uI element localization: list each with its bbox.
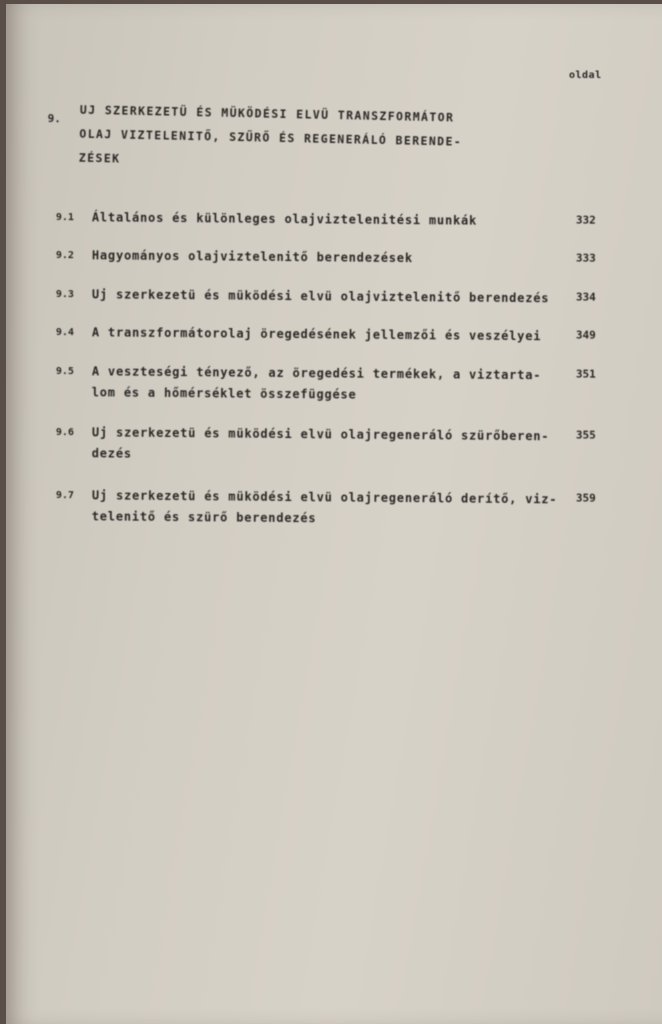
- entry-number: 9.3: [55, 288, 75, 301]
- chapter-number: 9.: [47, 111, 62, 126]
- toc-entry: [55, 322, 616, 344]
- entry-title: Uj szerkezetü és müködési elvü olajviztelenitő berendezés: [91, 287, 550, 306]
- entry-page-number: 355: [575, 428, 596, 442]
- entry-page-number: 349: [575, 328, 596, 342]
- document-page: [6, 4, 662, 1024]
- entry-number: 9.6: [55, 426, 75, 439]
- entry-number: 9.7: [55, 489, 75, 502]
- chapter-heading: [47, 102, 548, 166]
- toc-entry: [55, 485, 616, 526]
- toc-entry: [55, 361, 616, 402]
- page-column-label: oldal: [569, 70, 602, 81]
- entry-title: Hagyományos olajviztelenitő berendezések: [91, 248, 413, 266]
- entry-page-number: 333: [575, 251, 596, 265]
- entry-number: 9.5: [55, 365, 75, 378]
- entry-title: A transzformátorolaj öregedésének jellemzői és veszélyei: [91, 325, 542, 344]
- entry-title: Uj szerkezetü és müködési elvü olajregeneráló derítő, viz- telenitő és szürő berendezés: [91, 488, 558, 526]
- chapter-title-line: ZÉSEK: [78, 150, 121, 166]
- entry-number: 9.2: [55, 249, 75, 262]
- entry-number: 9.1: [55, 211, 75, 224]
- entry-title: A veszteségi tényező, az öregedési termékek, a viztarta- lom és a hőmérséklet összefüggése: [91, 364, 542, 402]
- toc-entry: [55, 422, 616, 461]
- entry-page-number: 351: [575, 367, 596, 381]
- entry-title: Uj szerkezetü és müködési elvü olajregeneráló szürőberen- dezés: [91, 425, 550, 461]
- entry-title: Általános és különleges olajviztelenitési munkák: [91, 210, 478, 228]
- toc-entry: [55, 207, 616, 228]
- chapter-title-line: UJ SZERKEZETÜ ÉS MÜKÖDÉSI ELVÜ TRANSZFORMÁTOR: [79, 102, 455, 125]
- entry-number: 9.4: [55, 326, 75, 339]
- entry-page-number: 334: [575, 290, 596, 304]
- chapter-title-line: OLAJ VIZTELENITŐ, SZŰRŐ ÉS REGENERÁLÓ BERENDE-: [79, 126, 463, 149]
- toc-entry: [55, 245, 616, 266]
- entry-page-number: 359: [575, 491, 596, 505]
- toc-entry: [55, 284, 616, 306]
- entry-page-number: 332: [575, 213, 596, 227]
